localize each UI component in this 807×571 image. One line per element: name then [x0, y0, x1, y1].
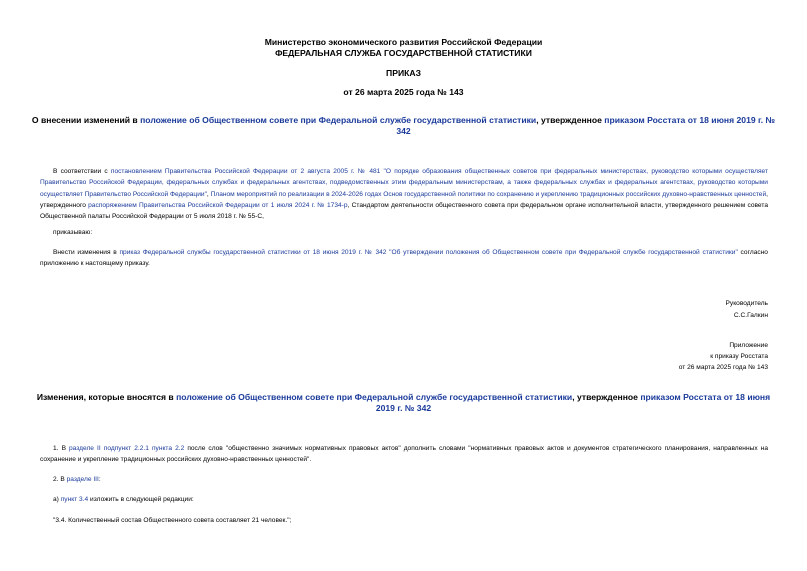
preamble-link-decree[interactable]: распоряжением Правительства Российской Федерации от 1 июля 2024 г. № 1734-р — [88, 201, 348, 209]
item2a-link-clause[interactable]: пункт 3.4 — [60, 496, 89, 503]
signature-position: Руководитель — [725, 300, 768, 307]
preamble-text-4: , Стандартом деятельности общественного совета при федеральном органе исполнительной власти, утвержденного решением совета Общественной палаты Российской Федерации от 5 июля 2018 г. № 55-С, — [40, 201, 768, 221]
preamble-link-resolution[interactable]: постановлением Правительства Российской Федерации от 2 августа 2005 г. № 481 "О порядке образования общественных советов при федеральных министерствах, руководство которыми осуществляет Правительство Российской Федерации, федеральных службах и федеральных агентствах, подведомственных этим федеральным министерствам, а также федеральных службах и федеральных агентствах, руководство которыми осуществляет Правительство Российской Федерации" — [40, 168, 768, 198]
item1-link-section[interactable]: разделе II — [69, 445, 101, 452]
document-type: ПРИКАЗ — [386, 68, 421, 78]
item1-text-1: В — [61, 445, 70, 452]
document-title — [30, 115, 777, 137]
service-name: ФЕДЕРАЛЬНАЯ СЛУЖБА ГОСУДАРСТВЕННОЙ СТАТИСТИКИ — [275, 48, 532, 58]
order-text-1: Внести изменения в — [53, 249, 120, 256]
ministry-name: Министерство экономического развития Российской Федерации — [264, 37, 543, 47]
title-link-order[interactable]: приказом Росстата от 18 июня 2019 г. № 342 — [396, 115, 776, 136]
item2a-text-1: а) — [53, 496, 61, 503]
title-text-mid: , утвержденное — [536, 115, 605, 125]
change-item-2a — [53, 494, 194, 505]
preamble-text-2: , — [206, 190, 211, 198]
item1-text-3: после слов "общественно значимых нормативных правовых актов" дополнить словами "нормативных правовых актов и документов стратегического планирования, направленных на сохранение и укрепление традиционных российских духовно-нравственных ценностей". — [40, 445, 768, 464]
order-text-2: согласно приложению к настоящему приказу. — [40, 249, 768, 268]
signature-name: С.С.Галкин — [733, 312, 768, 319]
changes-title-mid: , утвержденное — [572, 392, 641, 402]
order-link-amended-order[interactable]: приказ Федеральной службы государственной статистики от 18 июня 2019 г. № 342 "Об утверждении положения об Общественном совете при Федеральной службе государственной статистики" — [119, 249, 738, 256]
change-item-2 — [53, 474, 101, 485]
appendix-line-3: от 26 марта 2025 года № 143 — [678, 364, 768, 371]
appendix-line-1: Приложение — [729, 342, 768, 349]
preamble-text-3: , утвержденного — [40, 190, 769, 209]
change-item-1 — [40, 443, 768, 466]
item1-link-subclause[interactable]: подпункт 2.2.1 пункта 2.2 — [103, 445, 185, 452]
changes-title-link-order[interactable]: приказом Росстата от 18 июня 2019 г. № 342 — [375, 392, 771, 413]
preamble-paragraph — [40, 166, 768, 222]
changes-title-pre: Изменения, которые вносятся в — [36, 392, 177, 402]
item2-text-1: 2. В — [53, 476, 67, 483]
item2-text-2: : — [98, 476, 101, 483]
preamble-link-plan[interactable]: Планом мероприятий по реализации в 2024-2026 годах Основ государственной политики по сохранению и укреплению традиционных российских духовно-нравственных ценностей — [210, 190, 767, 198]
order-word: приказываю: — [53, 229, 93, 236]
item2-link-section[interactable]: разделе III — [66, 476, 99, 483]
changes-title — [30, 392, 777, 414]
appendix-line-2: к приказу Росстата — [710, 353, 768, 360]
new-clause-quote: "3.4. Количественный состав Общественного совета составляет 21 человек."; — [53, 517, 292, 524]
preamble-text-1: В соответствии с — [53, 168, 111, 175]
item1-number: 1. — [53, 445, 62, 452]
title-text-pre: О внесении изменений в — [31, 115, 141, 125]
document-date: от 26 марта 2025 года № 143 — [343, 87, 464, 97]
order-paragraph — [40, 247, 768, 270]
item2a-text-2: изложить в следующей редакции: — [88, 496, 194, 503]
changes-title-link-regulation[interactable]: положение об Общественном совете при Федеральной службе государственной статистики — [176, 392, 573, 402]
title-link-regulation[interactable]: положение об Общественном совете при Федеральной службе государственной статистики — [140, 115, 537, 125]
